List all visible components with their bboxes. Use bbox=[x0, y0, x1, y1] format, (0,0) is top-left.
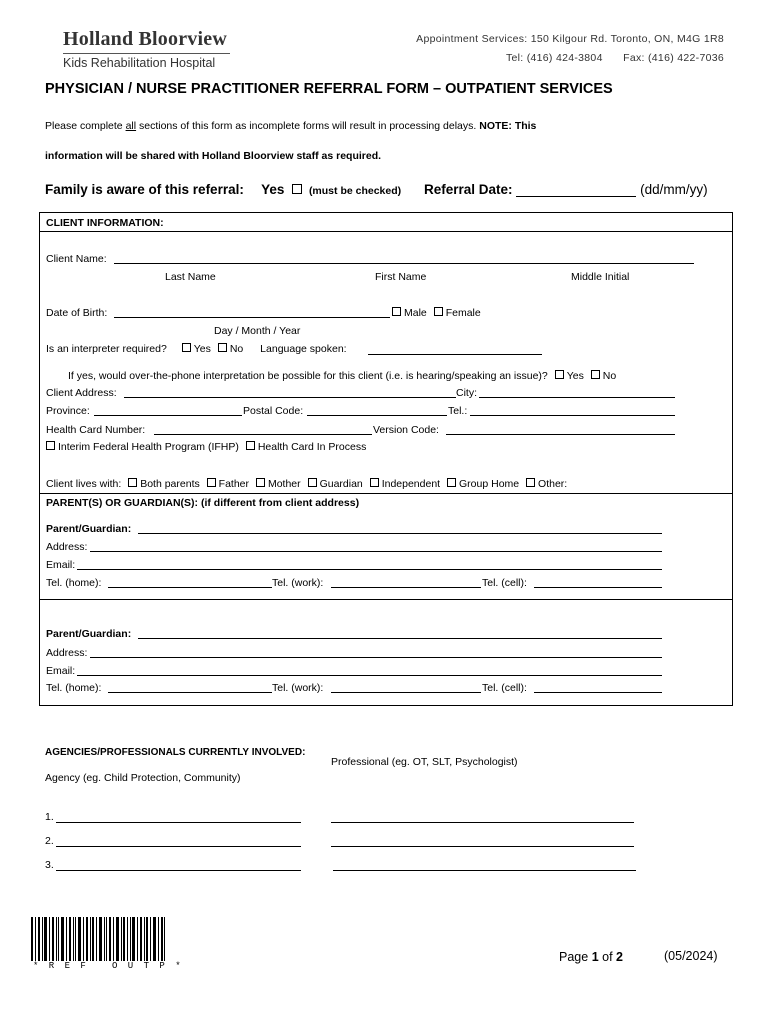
client-address-field[interactable] bbox=[124, 397, 456, 398]
guardian-1-tel-work-field[interactable] bbox=[331, 587, 481, 588]
guardian-2-tel-home-field[interactable] bbox=[108, 692, 272, 693]
header-tel: Tel: (416) 424-3804 bbox=[505, 52, 603, 64]
intro-line-2: information will be shared with Holland Bloorview staff as required. bbox=[45, 150, 382, 162]
guardian-divider-top bbox=[39, 493, 733, 494]
interpreter-yes-label: Yes bbox=[193, 343, 211, 355]
logo-title: Holland Bloorview bbox=[63, 28, 227, 50]
client-info-divider bbox=[39, 231, 733, 232]
professional-2-field[interactable] bbox=[331, 846, 634, 847]
guardian-1-address-field[interactable] bbox=[90, 551, 662, 552]
professional-column-label: Professional (eg. OT, SLT, Psychologist) bbox=[331, 756, 518, 768]
phone-interp-yes-label: Yes bbox=[566, 370, 584, 382]
guardian-1-email-label: Email: bbox=[46, 559, 76, 571]
guardian-1-tel-home-field[interactable] bbox=[108, 587, 272, 588]
guardian-1-address-label: Address: bbox=[46, 541, 88, 553]
guardian-1-tel-cell-field[interactable] bbox=[534, 587, 662, 588]
guardian-1-name-field[interactable] bbox=[138, 533, 662, 534]
guardian-2-tel-work-label: Tel. (work): bbox=[272, 682, 324, 694]
middle-initial-caption: Middle Initial bbox=[571, 271, 630, 283]
header-contact bbox=[506, 52, 724, 64]
guardian-1-tel-cell-label: Tel. (cell): bbox=[482, 577, 527, 589]
professional-3-field[interactable] bbox=[333, 870, 636, 871]
dob-format-caption: Day / Month / Year bbox=[214, 325, 301, 337]
lives-independent-checkbox[interactable] bbox=[370, 478, 379, 487]
guardian-1-tel-home-label: Tel. (home): bbox=[46, 577, 102, 589]
lives-group-home-label: Group Home bbox=[459, 478, 520, 490]
version-code-field[interactable] bbox=[446, 434, 675, 435]
guardian-2-tel-cell-field[interactable] bbox=[534, 692, 662, 693]
tel-label: Tel.: bbox=[448, 405, 468, 417]
agency-1-number: 1. bbox=[45, 811, 54, 823]
guardian-2-name-label: Parent/Guardian: bbox=[46, 628, 132, 640]
page-total: 2 bbox=[616, 950, 623, 964]
referral-date-label: Referral Date: bbox=[424, 182, 513, 197]
guardian-2-email-field[interactable] bbox=[77, 675, 662, 676]
guardian-section-title: PARENT(S) OR GUARDIAN(S): (if different from client address) bbox=[46, 497, 360, 509]
lives-group-home-checkbox[interactable] bbox=[447, 478, 456, 487]
phone-interp-row bbox=[68, 370, 616, 382]
intro-text-all: all bbox=[125, 120, 137, 132]
agencies-title: AGENCIES/PROFESSIONALS CURRENTLY INVOLVED: bbox=[45, 747, 306, 758]
guardian-2-email-label: Email: bbox=[46, 665, 76, 677]
interpreter-row bbox=[46, 343, 347, 355]
language-spoken-field[interactable] bbox=[368, 354, 542, 355]
province-field[interactable] bbox=[94, 415, 242, 416]
header-address: Appointment Services: 150 Kilgour Rd. Toronto, ON, M4G 1R8 bbox=[416, 33, 724, 45]
family-aware-yes-label: Yes bbox=[261, 182, 285, 197]
guardian-2-address-field[interactable] bbox=[90, 657, 662, 658]
lives-with-label: Client lives with: bbox=[46, 478, 122, 490]
guardian-2-tel-home-label: Tel. (home): bbox=[46, 682, 102, 694]
dob-label: Date of Birth: bbox=[46, 307, 108, 319]
lives-other-label: Other: bbox=[538, 478, 568, 490]
barcode-text: * R E F O U T P * bbox=[33, 961, 184, 971]
guardian-2-name-field[interactable] bbox=[138, 638, 662, 639]
agency-2-number: 2. bbox=[45, 835, 54, 847]
version-code-label: Version Code: bbox=[373, 424, 439, 436]
guardian-2-address-label: Address: bbox=[46, 647, 88, 659]
client-address-label: Client Address: bbox=[46, 387, 117, 399]
agency-column-label: Agency (eg. Child Protection, Community) bbox=[45, 772, 241, 784]
form-version: (05/2024) bbox=[664, 949, 718, 963]
lives-independent-label: Independent bbox=[381, 478, 441, 490]
phone-interp-no-label: No bbox=[602, 370, 617, 382]
intro-text-a: Please complete bbox=[45, 120, 123, 132]
hc-in-process-checkbox[interactable] bbox=[246, 441, 255, 450]
agency-3-number: 3. bbox=[45, 859, 54, 871]
postal-code-field[interactable] bbox=[307, 415, 447, 416]
referral-date-format: (dd/mm/yy) bbox=[640, 182, 708, 197]
ifhp-label: Interim Federal Health Program (IFHP) bbox=[58, 441, 239, 453]
agency-2-field[interactable] bbox=[56, 846, 301, 847]
health-card-label: Health Card Number: bbox=[46, 424, 146, 436]
intro-text-b: sections of this form as incomplete forms will result in processing delays. bbox=[139, 120, 477, 132]
interpreter-yes-checkbox[interactable] bbox=[182, 343, 191, 352]
logo-divider bbox=[63, 53, 230, 54]
lives-guardian-checkbox[interactable] bbox=[308, 478, 317, 487]
guardian-2-tel-work-field[interactable] bbox=[331, 692, 481, 693]
city-field[interactable] bbox=[479, 397, 675, 398]
barcode bbox=[31, 917, 165, 961]
client-info-title: CLIENT INFORMATION: bbox=[46, 217, 164, 229]
guardian-2-tel-cell-label: Tel. (cell): bbox=[482, 682, 527, 694]
lives-both-parents-label: Both parents bbox=[140, 478, 200, 490]
phone-interp-yes-checkbox[interactable] bbox=[555, 370, 564, 379]
male-label: Male bbox=[404, 307, 427, 319]
hc-in-process-label: Health Card In Process bbox=[257, 441, 367, 453]
intro-note: NOTE: This bbox=[479, 120, 537, 132]
postal-code-label: Postal Code: bbox=[243, 405, 304, 417]
page-number: 1 bbox=[591, 950, 599, 964]
health-program-row bbox=[42, 441, 366, 453]
must-be-checked: (must be checked) bbox=[308, 185, 402, 197]
phone-interp-question: If yes, would over-the-phone interpretation be possible for this client (i.e. is hearing/speaking an issue)? bbox=[68, 370, 548, 382]
female-label: Female bbox=[445, 307, 481, 319]
lives-guardian-label: Guardian bbox=[319, 478, 363, 490]
guardian-1-name-label: Parent/Guardian: bbox=[46, 523, 132, 535]
agency-1-field[interactable] bbox=[56, 822, 301, 823]
city-label: City: bbox=[456, 387, 477, 399]
phone-interp-no-checkbox[interactable] bbox=[591, 370, 600, 379]
lives-father-label: Father bbox=[218, 478, 250, 490]
logo bbox=[63, 28, 233, 70]
family-aware-yes-checkbox[interactable] bbox=[292, 184, 302, 194]
page-of: of bbox=[602, 950, 613, 964]
dob-field[interactable] bbox=[114, 317, 390, 318]
last-name-caption: Last Name bbox=[165, 271, 216, 283]
tel-field[interactable] bbox=[470, 415, 675, 416]
agency-3-field[interactable] bbox=[56, 870, 301, 871]
header-fax: Fax: (416) 422-7036 bbox=[623, 52, 724, 64]
interpreter-question: Is an interpreter required? bbox=[46, 343, 167, 355]
form-title: PHYSICIAN / NURSE PRACTITIONER REFERRAL FORM – OUTPATIENT SERVICES bbox=[45, 81, 613, 97]
lives-father-checkbox[interactable] bbox=[207, 478, 216, 487]
gender-row bbox=[388, 307, 481, 319]
male-checkbox[interactable] bbox=[392, 307, 401, 316]
guardian-1-tel-work-label: Tel. (work): bbox=[272, 577, 324, 589]
client-info-box bbox=[39, 212, 733, 706]
page-prefix: Page bbox=[559, 950, 589, 964]
province-label: Province: bbox=[46, 405, 90, 417]
barcode-graphic bbox=[31, 917, 165, 961]
professional-1-field[interactable] bbox=[331, 822, 634, 823]
interpreter-no-checkbox[interactable] bbox=[218, 343, 227, 352]
female-checkbox[interactable] bbox=[434, 307, 443, 316]
ifhp-checkbox[interactable] bbox=[46, 441, 55, 450]
health-card-field[interactable] bbox=[154, 434, 372, 435]
lives-mother-checkbox[interactable] bbox=[256, 478, 265, 487]
family-aware-row bbox=[45, 182, 401, 197]
lives-other-checkbox[interactable] bbox=[526, 478, 535, 487]
language-spoken-label: Language spoken: bbox=[260, 343, 347, 355]
referral-date-field[interactable] bbox=[516, 184, 636, 197]
client-name-label: Client Name: bbox=[46, 253, 107, 265]
interpreter-no-label: No bbox=[229, 343, 244, 355]
referral-date-row bbox=[424, 182, 708, 197]
client-name-field[interactable] bbox=[114, 263, 694, 264]
guardian-1-email-field[interactable] bbox=[77, 569, 662, 570]
first-name-caption: First Name bbox=[375, 271, 427, 283]
lives-mother-label: Mother bbox=[267, 478, 301, 490]
family-aware-label: Family is aware of this referral: bbox=[45, 182, 244, 197]
logo-subtitle: Kids Rehabilitation Hospital bbox=[63, 56, 216, 70]
lives-both-parents-checkbox[interactable] bbox=[128, 478, 137, 487]
guardian-divider-mid bbox=[39, 599, 733, 600]
page-indicator bbox=[559, 950, 623, 964]
lives-with-row bbox=[46, 478, 567, 490]
intro-line-1 bbox=[45, 120, 536, 132]
